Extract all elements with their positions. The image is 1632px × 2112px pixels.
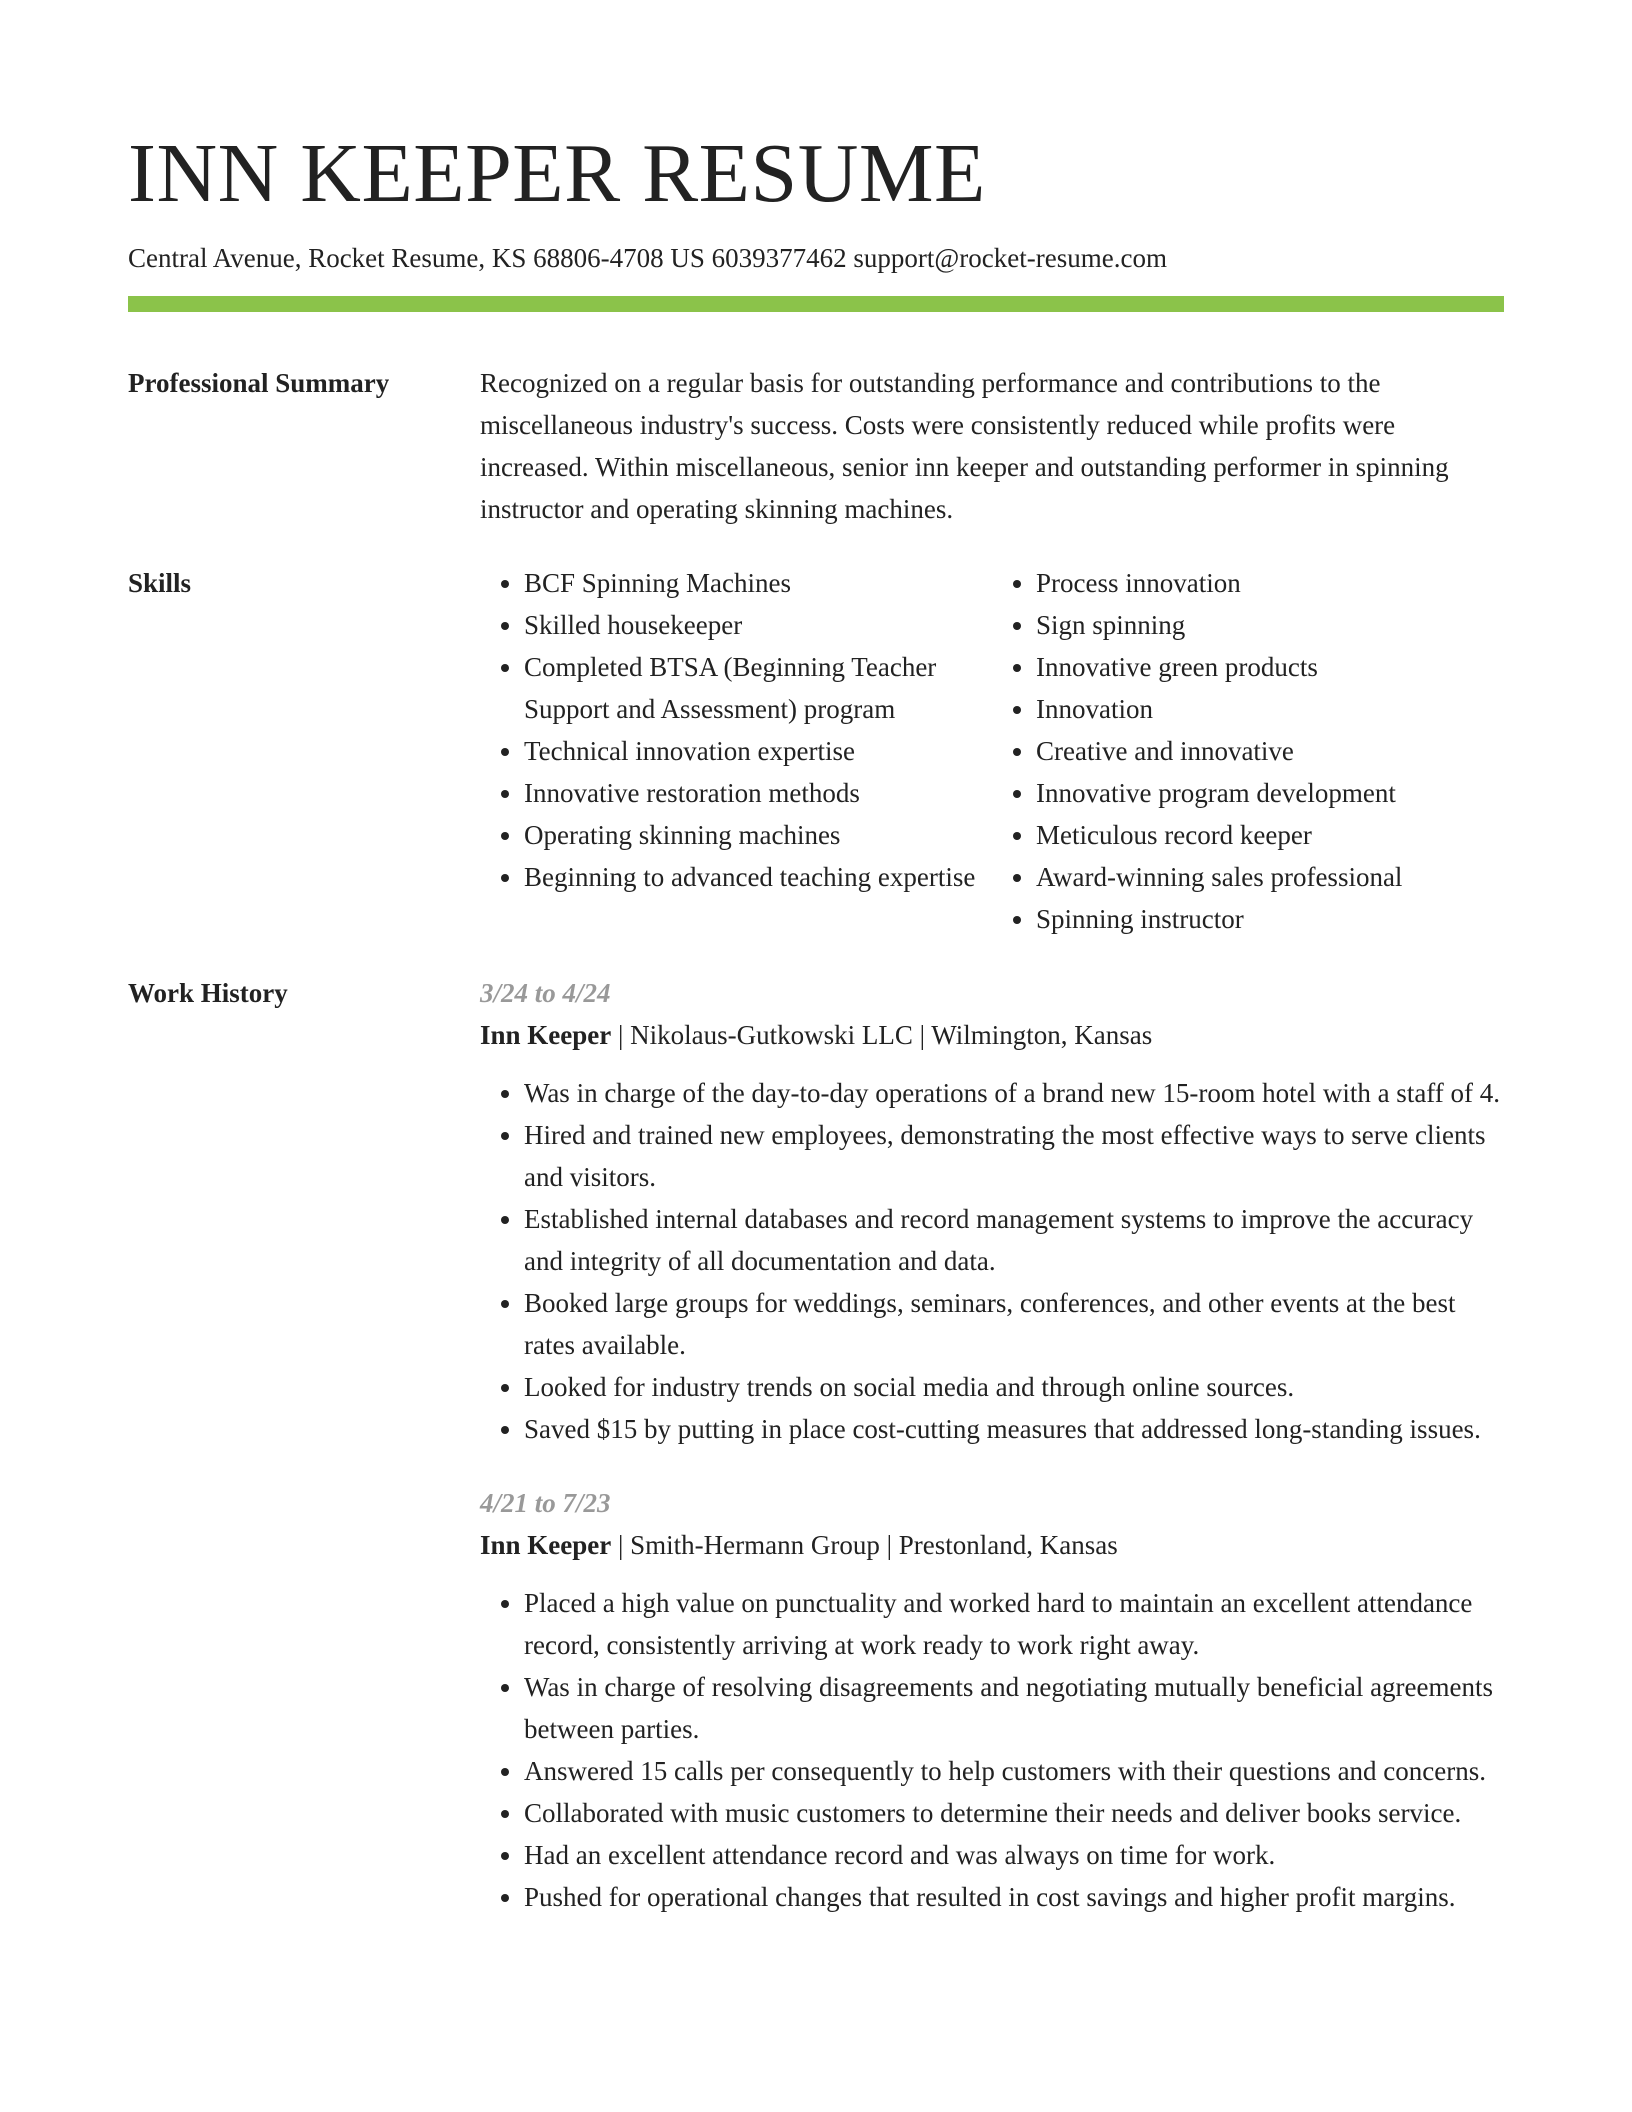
job-dates: 4/21 to 7/23 [480,1488,611,1519]
skill-item: • Skilled housekeeper [524,604,992,646]
skills-section [128,562,1504,940]
skill-item: • Meticulous record keeper [1036,814,1504,856]
summary-heading: Professional Summary [128,368,390,399]
skill-item: • Creative and innovative [1036,730,1504,772]
skill-item: • Technical innovation expertise [524,730,992,772]
job-bullet: • Hired and trained new employees, demonstrating the most effective ways to serve clients and visitors. [524,1114,1504,1198]
skill-item: • Innovative restoration methods [524,772,992,814]
job-title: Inn Keeper [480,1020,612,1051]
skills-heading: Skills [128,568,192,599]
resume-title: INN KEEPER RESUME [128,127,986,220]
job-entry [480,972,1504,1450]
skill-item: • Sign spinning [1036,604,1504,646]
job-bullet: • Pushed for operational changes that resulted in cost savings and higher profit margins. [524,1876,1504,1918]
job-bullet: • Looked for industry trends on social media and through online sources. [524,1366,1504,1408]
skill-item: • Innovative green products [1036,646,1504,688]
skill-item: • Innovation [1036,688,1504,730]
skill-item: • Completed BTSA (Beginning Teacher Support and Assessment) program [524,646,992,730]
job-bullet: • Collaborated with music customers to determine their needs and deliver books service. [524,1792,1504,1834]
job-title: Inn Keeper [480,1530,612,1561]
job-dates: 3/24 to 4/24 [480,978,611,1009]
job-heading [480,1524,1504,1566]
job-bullet: • Booked large groups for weddings, seminars, conferences, and other events at the best rates available. [524,1282,1504,1366]
skill-item: • BCF Spinning Machines [524,562,992,604]
job-bullet: • Answered 15 calls per consequently to help customers with their questions and concerns. [524,1750,1504,1792]
job-bullet: • Was in charge of resolving disagreements and negotiating mutually beneficial agreements between parties. [524,1666,1504,1750]
job-bullet: • Established internal databases and record management systems to improve the accuracy and integrity of all documentation and data. [524,1198,1504,1282]
job-bullet-list [480,1072,1504,1450]
skills-columns [480,562,1504,940]
job-bullet: • Placed a high value on punctuality and worked hard to maintain an excellent attendance record, consistently arriving at work ready to work right away. [524,1582,1504,1666]
job-entry [480,1482,1504,1918]
skill-item: • Process innovation [1036,562,1504,604]
skill-item: • Beginning to advanced teaching expertise [524,856,992,898]
job-bullet: • Saved $15 by putting in place cost-cutting measures that addressed long-standing issues. [524,1408,1504,1450]
summary-text: Recognized on a regular basis for outstanding performance and contributions to the miscellaneous industry's success. Costs were consistently reduced while profits were increased. Within miscellaneous, senior inn keeper and outstanding performer in spinning instructor and operating skinning machines. [480,368,1449,525]
skill-item: • Operating skinning machines [524,814,992,856]
job-details: | Nikolaus-Gutkowski LLC | Wilmington, Kansas [611,1020,1153,1051]
work-history-section [128,972,1504,1918]
job-details: | Smith-Hermann Group | Prestonland, Kansas [611,1530,1118,1561]
skills-list-right [992,562,1504,940]
contact-line: Central Avenue, Rocket Resume, KS 68806-4708 US 6039377462 support@rocket-resume.com [128,243,1167,273]
accent-divider [128,296,1504,312]
jobs-list [480,972,1504,1918]
skill-item: • Spinning instructor [1036,898,1504,940]
work-history-heading: Work History [128,978,288,1009]
job-bullet: • Was in charge of the day-to-day operations of a brand new 15-room hotel with a staff of 4. [524,1072,1504,1114]
summary-section [128,362,1504,530]
job-bullet: • Had an excellent attendance record and was always on time for work. [524,1834,1504,1876]
skills-list-left [480,562,992,940]
skill-item: • Innovative program development [1036,772,1504,814]
skill-item: • Award-winning sales professional [1036,856,1504,898]
job-bullet-list [480,1582,1504,1918]
job-heading [480,1014,1504,1056]
